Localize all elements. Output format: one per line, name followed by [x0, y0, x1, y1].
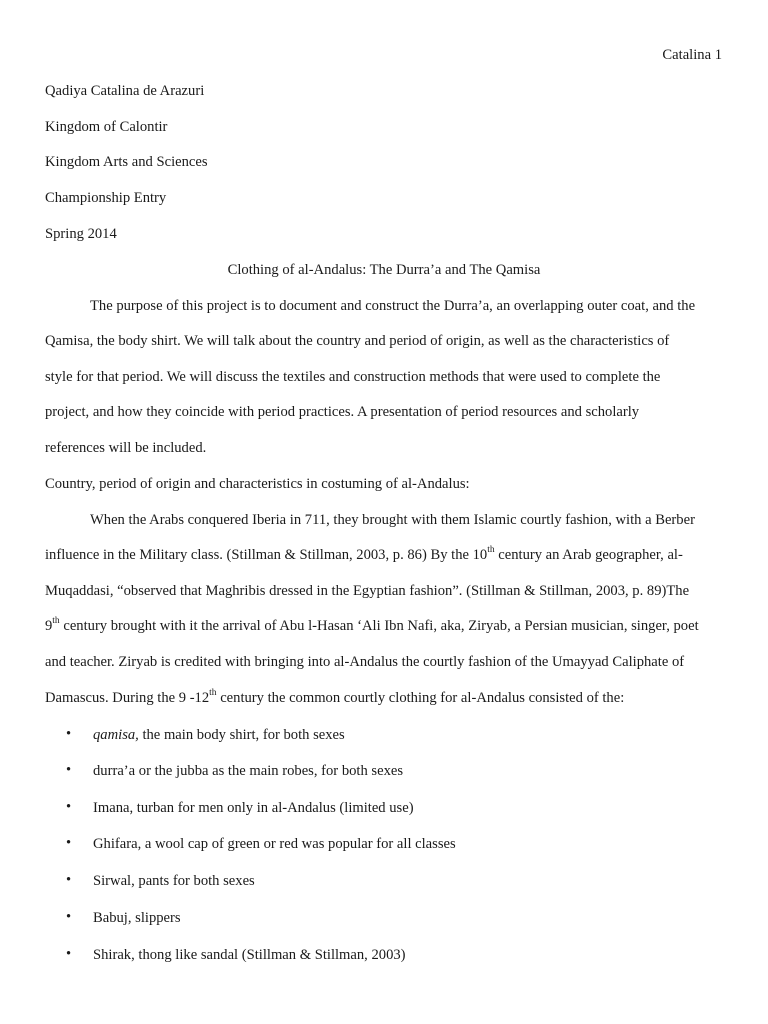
body-line: Muqaddasi, “observed that Maghribis dressed in the Egyptian fashion”. (Stillman & Stillman, 2003, p. 89)The	[45, 583, 690, 599]
body-text: century an Arab geographer, al-	[494, 547, 683, 563]
list-item-text: Babuj, slippers	[93, 910, 181, 926]
kingdom-name: Kingdom of Calontir	[45, 119, 168, 135]
list-item-text	[93, 726, 345, 744]
bullet-marker: •	[66, 909, 72, 925]
author-name: Qadiya Catalina de Arazuri	[45, 83, 205, 99]
body-line: When the Arabs conquered Iberia in 711, they brought with them Islamic courtly fashion, with a Berber	[90, 512, 695, 528]
running-head: Catalina 1	[662, 47, 722, 63]
event-name: Kingdom Arts and Sciences	[45, 154, 208, 170]
bullet-marker: •	[66, 726, 72, 742]
entry-date: Spring 2014	[45, 226, 117, 242]
body-text: influence in the Military class. (Stillman & Stillman, 2003, p. 86) By the 10	[45, 547, 488, 563]
intro-line: references will be included.	[45, 440, 207, 456]
body-text: century brought with it the arrival of Abu l-Hasan ‘Ali Ibn Nafi, aka, Ziryab, a Persian musician, singer, poet	[59, 618, 699, 634]
body-line: and teacher. Ziryab is credited with bringing into al-Andalus the courtly fashion of the Umayyad Caliphate of	[45, 654, 685, 670]
bullet-marker: •	[66, 799, 72, 815]
body-line	[45, 617, 699, 635]
body-text: Damascus. During the 9 -12	[45, 690, 210, 706]
body-text: 9	[45, 618, 53, 634]
list-item-text: Shirak, thong like sandal (Stillman & Stillman, 2003)	[93, 947, 406, 963]
bullet-marker: •	[66, 762, 72, 778]
superscript: th	[52, 616, 60, 627]
intro-line: Qamisa, the body shirt. We will talk about the country and period of origin, as well as the characteristics of	[45, 333, 670, 349]
entry-category: Championship Entry	[45, 190, 167, 206]
body-text: century the common courtly clothing for al-Andalus consisted of the:	[216, 690, 625, 706]
list-item-text: Imana, turban for men only in al-Andalus (limited use)	[93, 800, 414, 816]
superscript: th	[487, 545, 495, 556]
list-item-label: the main body shirt, for both sexes	[138, 727, 345, 743]
document-title: Clothing of al-Andalus: The Durra’a and The Qamisa	[227, 262, 541, 278]
section-heading: Country, period of origin and characteristics in costuming of al-Andalus:	[45, 476, 470, 492]
body-line	[45, 689, 624, 707]
bullet-marker: •	[66, 872, 72, 888]
intro-line: project, and how they coincide with period practices. A presentation of period resources and scholarly	[45, 404, 640, 420]
body-line	[45, 546, 683, 564]
bullet-marker: •	[66, 946, 72, 962]
list-item-text: Ghifara, a wool cap of green or red was popular for all classes	[93, 836, 456, 852]
list-item-text: Sirwal, pants for both sexes	[93, 873, 255, 889]
list-item-text: durra’a or the jubba as the main robes, for both sexes	[93, 763, 404, 779]
intro-line: The purpose of this project is to document and construct the Durra’a, an overlapping outer coat, and the	[90, 298, 696, 314]
intro-line: style for that period. We will discuss the textiles and construction methods that were used to complete the	[45, 369, 661, 385]
list-item-emphasis: qamisa,	[93, 727, 139, 743]
superscript: th	[209, 688, 217, 699]
bullet-marker: •	[66, 835, 72, 851]
